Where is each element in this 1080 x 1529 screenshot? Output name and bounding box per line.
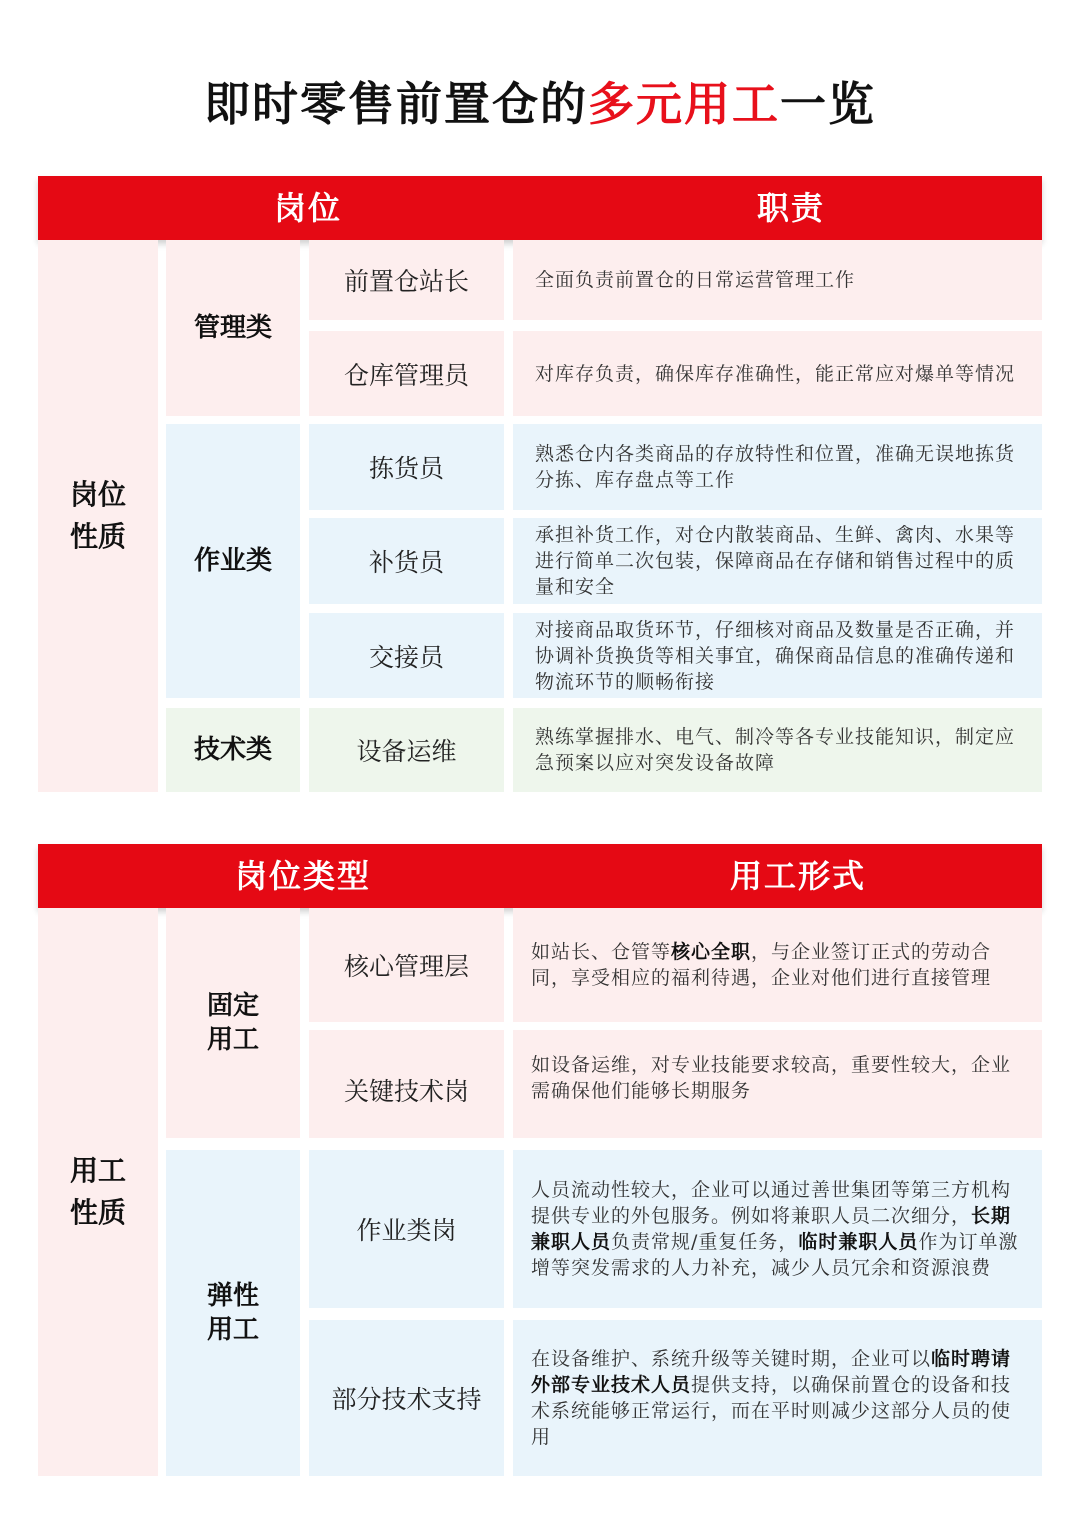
- table2-side-label: 用工 性质: [38, 908, 158, 1476]
- duty-ts-text-2: 提供支持，以确保前置仓的设备和技术系统能够正常运行，而在平时则减少这部分人员的使用: [531, 1374, 1012, 1448]
- role-equipment-ops: 设备运维: [309, 708, 504, 792]
- duty-picker: 熟悉仓内各类商品的存放特性和位置，准确无误地拣货分拣、库存盘点等工作: [513, 424, 1042, 510]
- duty-equipment-ops: 熟练掌握排水、电气、制冷等各专业技能知识，制定应急预案以应对突发设备故障: [513, 708, 1042, 792]
- duty-operation-post: [513, 1150, 1042, 1308]
- duty-key-tech: [513, 1030, 1042, 1138]
- title-tail: 一览: [780, 77, 876, 131]
- duty-core-text-2: ，与企业签订正式的劳动合同，享受相应的福利待遇，企业对他们进行直接管理: [531, 941, 992, 989]
- duty-op-text-2: 负责常规/重复任务，: [611, 1231, 799, 1253]
- role-operation-post: 作业类岗: [309, 1150, 504, 1308]
- duty-core-bold: 核心全职: [671, 941, 752, 963]
- duty-op-bold-2: 临时兼职人员: [798, 1231, 919, 1253]
- duty-tech-support: [513, 1320, 1042, 1476]
- duty-handover: 对接商品取货环节，仔细核对商品及数量是否正确，并协调补货换货等相关事宜，确保商品信息的准确传递和物流环节的顺畅衔接: [513, 613, 1042, 698]
- table1-side-label: 岗位 性质: [38, 240, 158, 792]
- duty-op-text-1: 人员流动性较大，企业可以通过善世集团等第三方机构提供专业的外包服务。例如将兼职人员二次细分，: [531, 1179, 1012, 1227]
- duty-replenisher: 承担补货工作，对仓内散装商品、生鲜、禽肉、水果等进行简单二次包装，保障商品在存储和销售过程中的质量和安全: [513, 518, 1042, 604]
- group-technical: 技术类: [166, 708, 300, 792]
- role-station-manager: 前置仓站长: [309, 240, 504, 320]
- duty-op-text-3: 作为订单激增等突发需求的人力补充，减少人员冗余和资源浪费: [531, 1231, 1019, 1279]
- duty-ts-text-1: 在设备维护、系统升级等关键时期，企业可以: [531, 1348, 932, 1370]
- role-core-management: 核心管理层: [309, 908, 504, 1022]
- table2-header-right: 用工形式: [729, 857, 866, 895]
- role-handover: 交接员: [309, 613, 504, 698]
- table2-header: [38, 844, 1042, 908]
- group-operation: 作业类: [166, 424, 300, 698]
- duty-ts-bold: 临时聘请外部专业技术人员: [531, 1348, 1012, 1396]
- table1-header-right: 职责: [756, 189, 825, 227]
- role-key-tech: 关键技术岗: [309, 1030, 504, 1138]
- page-title: [0, 68, 1080, 134]
- table2-header-left: 岗位类型: [234, 857, 371, 895]
- role-replenisher: 补货员: [309, 518, 504, 604]
- duty-op-bold-1: 长期兼职人员: [531, 1205, 1012, 1253]
- group-fixed: 固定 用工: [166, 908, 300, 1138]
- title-main: 即时零售前置仓的: [204, 77, 588, 131]
- role-warehouse-admin: 仓库管理员: [309, 331, 504, 416]
- duty-core-management: [513, 908, 1042, 1022]
- title-accent: 多元用工: [588, 77, 780, 131]
- duty-warehouse-admin: 对库存负责，确保库存准确性，能正常应对爆单等情况: [513, 331, 1042, 416]
- duty-key-tech-text: 如设备运维，对专业技能要求较高，重要性较大，企业需确保他们能够长期服务: [531, 1054, 1012, 1102]
- duty-core-text-1: 如站长、仓管等: [531, 941, 672, 963]
- group-flexible: 弹性 用工: [166, 1150, 300, 1476]
- table1-header: [38, 176, 1042, 240]
- role-tech-support: 部分技术支持: [309, 1320, 504, 1476]
- group-management: 管理类: [166, 240, 300, 416]
- role-picker: 拣货员: [309, 424, 504, 510]
- duty-station-manager: 全面负责前置仓的日常运营管理工作: [513, 240, 1042, 320]
- table1-header-left: 岗位: [273, 189, 342, 227]
